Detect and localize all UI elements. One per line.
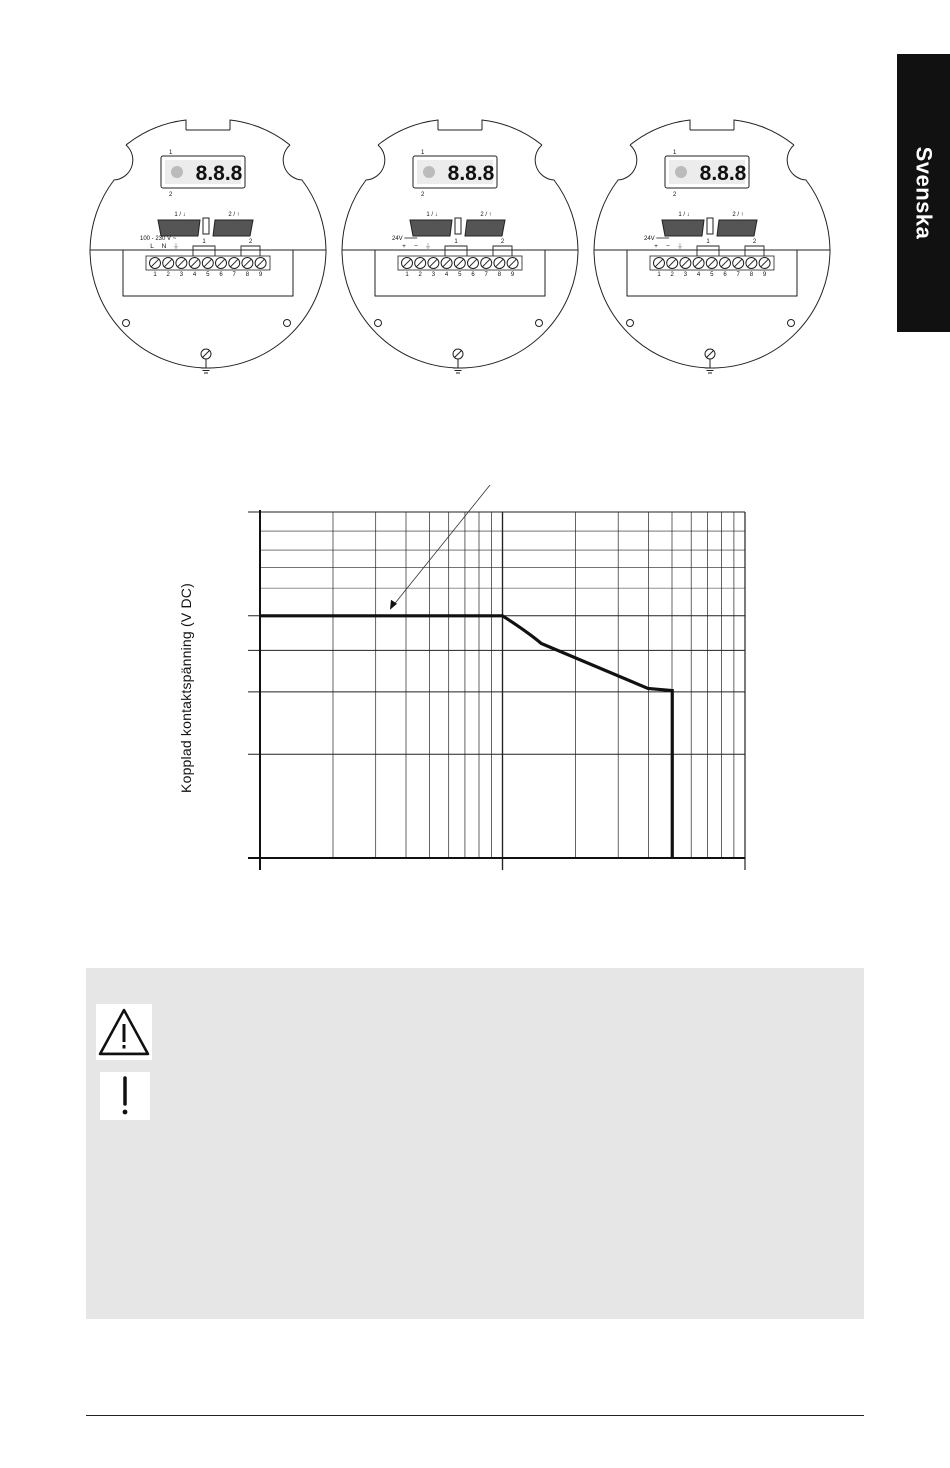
- display-relay-label: 1: [421, 150, 425, 156]
- language-tab: [897, 54, 950, 332]
- wiring-diagram-2: [340, 118, 580, 380]
- diagram-drawing: [340, 118, 580, 380]
- supply-terminal-label: +: [402, 243, 406, 250]
- display-relay-label: 2: [421, 192, 425, 198]
- button-1-label: 1 / ↓: [426, 212, 438, 218]
- supply-terminal-label: −: [666, 243, 670, 250]
- terminal-number: 7: [736, 272, 740, 278]
- terminal-number: 6: [471, 272, 475, 278]
- terminal-number: 2: [166, 272, 170, 278]
- button-2-label: 2 / ↑: [732, 212, 744, 218]
- chart-ylabel: Kopplad kontaktspänning (V DC): [178, 583, 194, 793]
- terminal-number: 3: [683, 272, 688, 278]
- housing-left: [594, 145, 637, 250]
- button-2-label: 2 / ↑: [480, 212, 492, 218]
- terminal-number: 9: [762, 272, 767, 278]
- relay-label: 2: [500, 239, 505, 245]
- footer-rule: [86, 1415, 864, 1416]
- display-symbol-icon: [675, 166, 687, 178]
- contact-voltage-chart: [170, 480, 770, 900]
- supply-terminal-label: L: [150, 243, 154, 250]
- wiring-diagram-1: [88, 118, 328, 380]
- button-1[interactable]: [662, 220, 704, 236]
- relay-label: 1: [706, 239, 710, 245]
- mount-hole: [375, 320, 382, 327]
- led-indicator: [203, 218, 209, 234]
- mount-hole: [536, 320, 543, 327]
- supply-voltage-label: 100 - 230 V ~: [140, 236, 177, 242]
- mount-hole: [123, 320, 130, 327]
- terminal-number: 8: [749, 272, 754, 278]
- button-1[interactable]: [410, 220, 452, 236]
- relay-contact-bracket: [697, 246, 719, 256]
- notice-panel: [86, 968, 864, 1319]
- wiring-diagram-3: [592, 118, 832, 380]
- ground-symbol-icon: [201, 349, 211, 373]
- relay-label: 1: [454, 239, 458, 245]
- terminal-number: 2: [670, 272, 674, 278]
- display-digits: 8.8.8: [195, 162, 243, 185]
- supply-voltage-label: 24V ═══: [644, 236, 670, 242]
- button-2[interactable]: [717, 220, 757, 236]
- supply-terminal-label: ⏚: [424, 243, 432, 250]
- exclamation-icon: [100, 1072, 150, 1125]
- mount-hole: [788, 320, 795, 327]
- relay-contact-bracket: [745, 246, 764, 256]
- display-relay-label: 1: [673, 150, 677, 156]
- display-symbol-icon: [423, 166, 435, 178]
- terminal-number: 1: [153, 272, 157, 278]
- relay-contact-bracket: [493, 246, 512, 256]
- display-digits: 8.8.8: [699, 162, 747, 185]
- ground-symbol-icon: [453, 349, 463, 373]
- display-relay-label: 2: [673, 192, 677, 198]
- terminal-number: 6: [723, 272, 727, 278]
- terminal-number: 5: [458, 272, 462, 278]
- terminal-number: 5: [710, 272, 714, 278]
- relay-contact-bracket: [445, 246, 467, 256]
- annotation-arrow-icon: [390, 600, 397, 610]
- housing-right: [787, 145, 830, 250]
- relay-label: 1: [202, 239, 206, 245]
- housing-left: [90, 145, 133, 250]
- relay-contact-bracket: [241, 246, 260, 256]
- terminal-number: 5: [206, 272, 210, 278]
- mount-hole: [284, 320, 291, 327]
- warning-triangle-icon: [96, 1004, 152, 1065]
- relay-contact-bracket: [193, 246, 215, 256]
- button-2[interactable]: [213, 220, 253, 236]
- terminal-number: 6: [219, 272, 223, 278]
- diagram-drawing: [592, 118, 832, 380]
- terminal-number: 9: [258, 272, 263, 278]
- terminal-number: 1: [405, 272, 409, 278]
- terminal-number: 4: [696, 272, 701, 278]
- relay-label: 2: [752, 239, 757, 245]
- supply-terminal-label: ⏚: [172, 243, 180, 250]
- supply-terminal-label: −: [414, 243, 418, 250]
- button-2-label: 2 / ↑: [228, 212, 240, 218]
- terminal-number: 7: [232, 272, 236, 278]
- ground-symbol-icon: [705, 349, 715, 373]
- terminal-number: 9: [510, 272, 515, 278]
- housing-right: [283, 145, 326, 250]
- display-symbol-icon: [171, 166, 183, 178]
- display-digits: 8.8.8: [447, 162, 495, 185]
- housing-right: [535, 145, 578, 250]
- housing-top: [126, 120, 290, 145]
- terminal-number: 3: [431, 272, 436, 278]
- supply-terminal-label: ⏚: [676, 243, 684, 250]
- terminal-number: 1: [657, 272, 661, 278]
- diagram-drawing: [88, 118, 328, 380]
- display-relay-label: 1: [169, 150, 173, 156]
- terminal-number: 7: [484, 272, 488, 278]
- terminal-number: 4: [192, 272, 197, 278]
- language-tab-label: Svenska: [911, 146, 937, 240]
- relay-label: 2: [248, 239, 253, 245]
- terminal-number: 4: [444, 272, 449, 278]
- button-1-label: 1 / ↓: [174, 212, 186, 218]
- series-line: [260, 616, 672, 858]
- housing-top: [378, 120, 542, 145]
- display-relay-label: 2: [169, 192, 173, 198]
- terminal-number: 3: [179, 272, 184, 278]
- terminal-number: 2: [418, 272, 422, 278]
- button-1-label: 1 / ↓: [678, 212, 690, 218]
- supply-terminal-label: N: [161, 243, 167, 250]
- button-2[interactable]: [465, 220, 505, 236]
- housing-top: [630, 120, 794, 145]
- housing-left: [342, 145, 385, 250]
- terminal-number: 8: [497, 272, 502, 278]
- annotation-leader-line: [393, 485, 490, 606]
- mount-hole: [627, 320, 634, 327]
- led-indicator: [455, 218, 461, 234]
- supply-voltage-label: 24V ═══: [392, 236, 418, 242]
- terminal-number: 8: [245, 272, 250, 278]
- button-1[interactable]: [158, 220, 200, 236]
- supply-terminal-label: +: [654, 243, 658, 250]
- led-indicator: [707, 218, 713, 234]
